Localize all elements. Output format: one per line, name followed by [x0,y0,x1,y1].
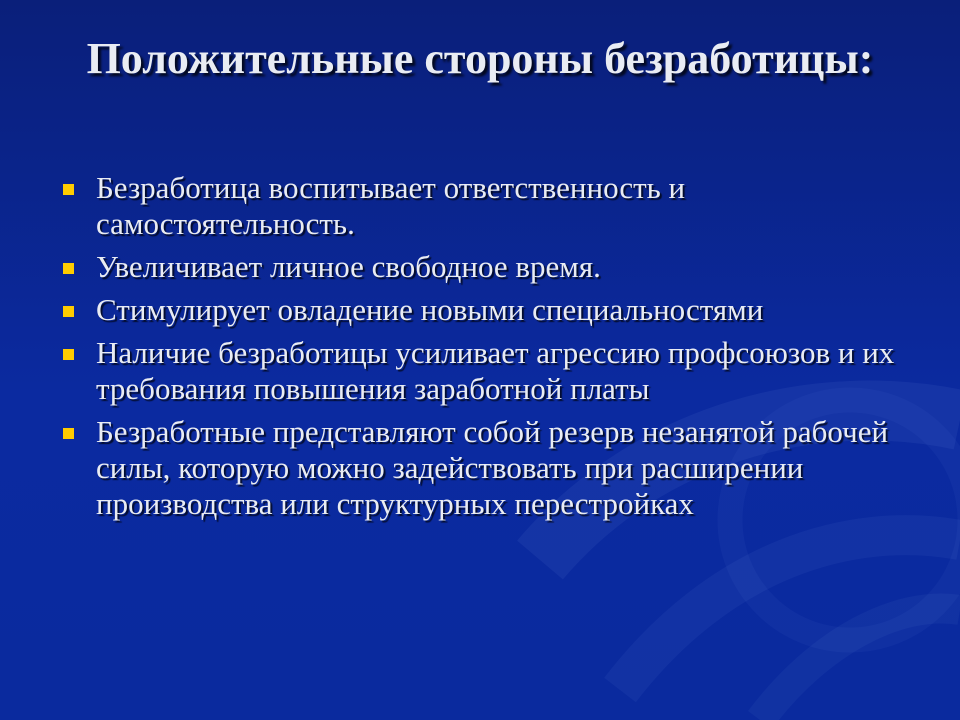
square-bullet-icon [63,184,74,195]
bullet-item [58,414,918,522]
square-bullet-icon [63,263,74,274]
slide-title: Положительные стороны безработицы: [86,34,874,83]
bullet-text: Безработные представляют собой резерв незанятой рабочей силы, которую можно задействовать при расширении производства или структурных перестройках [96,414,889,521]
square-bullet-icon [63,306,74,317]
bullet-item [58,249,918,285]
bullet-item [58,170,918,242]
bullet-item [58,292,918,328]
bullet-text: Увеличивает личное свободное время. [96,249,601,284]
square-bullet-icon [63,428,74,439]
square-bullet-icon [63,349,74,360]
bullet-list [58,170,918,529]
bullet-text: Безработица воспитывает ответственность и самостоятельность. [96,170,686,241]
bullet-text: Стимулирует овладение новыми специальностями [96,292,764,327]
bullet-text: Наличие безработицы усиливает агрессию профсоюзов и их требования повышения заработной платы [96,335,895,406]
bullet-item [58,335,918,407]
